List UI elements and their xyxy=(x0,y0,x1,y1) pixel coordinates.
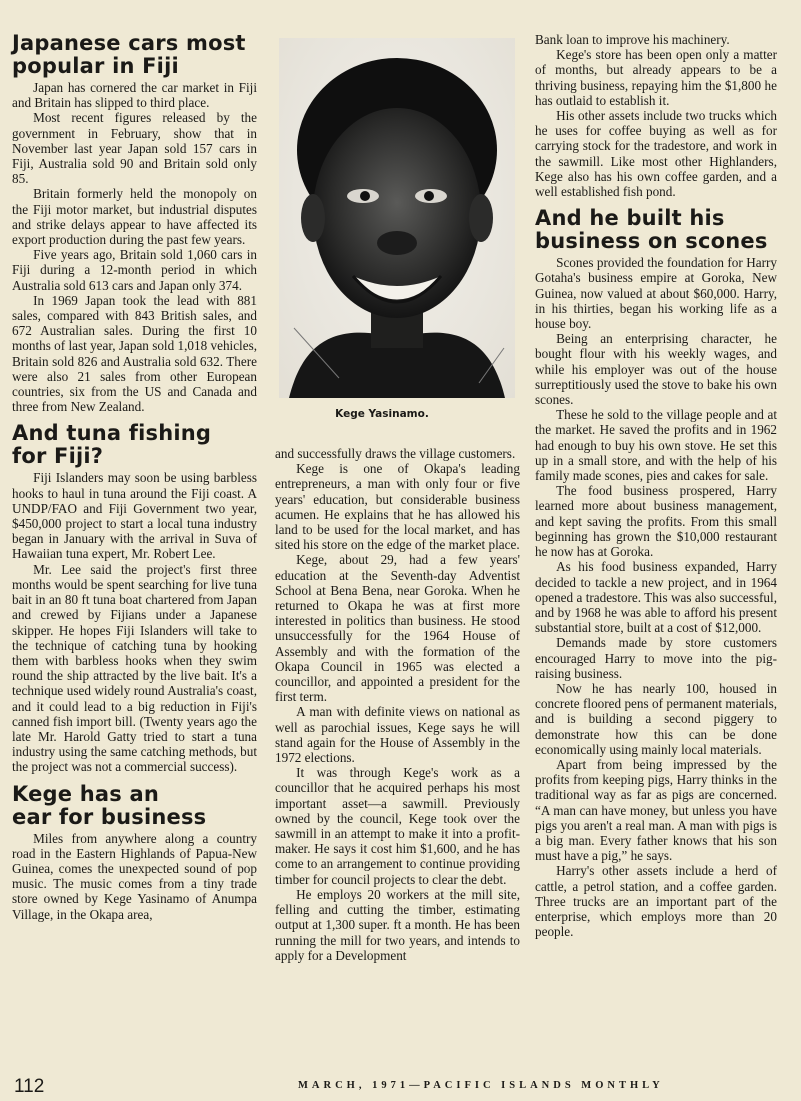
paragraph: Most recent figures released by the government in February, show that in November last year Japan sold 157 cars in Fiji, Australia sold 90 and Britain sold only 85. xyxy=(12,110,257,187)
headline-line-2: for Fiji? xyxy=(12,444,104,469)
headline-kege xyxy=(12,783,257,829)
paragraph: Scones provided the foundation for Harry Gotaha's business empire at Goroka, New Guinea, now valued at about $60,000. Harry, in his thirties, began his working life as a house boy. xyxy=(535,255,777,332)
column-3 xyxy=(535,32,777,939)
headline-line-1: Kege has an xyxy=(12,781,159,806)
paragraph: The food business prospered, Harry learned more about business management, and kept saving the profits. From this small beginning has grown the $10,000 restaurant he now has at Goroka. xyxy=(535,483,777,560)
portrait-photo-block xyxy=(279,38,515,420)
headline-line-2: ear for business xyxy=(12,804,207,829)
paragraph: His other assets include two trucks which he uses for coffee buying as well as for carrying stock for the tradestore, and work in the sawmill. Like most other Highlanders, Kege also has his own coffee garden, and a well established fish pond. xyxy=(535,108,777,200)
column-2 xyxy=(275,446,520,963)
paragraph: Bank loan to improve his machinery. xyxy=(535,32,730,47)
page-number: 112 xyxy=(14,1076,45,1097)
paragraph: Five years ago, Britain sold 1,060 cars in Fiji during a 12-month period in which Australia sold 613 cars and Japan only 374. xyxy=(12,247,257,293)
portrait-photo xyxy=(279,38,515,398)
photo-caption: Kege Yasinamo. xyxy=(335,408,429,420)
headline-scones xyxy=(535,207,777,253)
headline-line-2: business on scones xyxy=(535,229,768,254)
paragraph: He employs 20 workers at the mill site, felling and cutting the timber, estimating output at 1,300 super. ft a month. He has been running the mill for two years, and intends to apply for a Development xyxy=(275,886,520,963)
paragraph: and successfully draws the village customers. xyxy=(275,446,516,461)
column-1 xyxy=(12,32,257,922)
headline-line-2: popular in Fiji xyxy=(12,54,179,78)
portrait-illustration xyxy=(279,38,515,398)
paragraph: Britain formerly held the monopoly on the Fiji motor market, but industrial disputes and strike delays appear to have affected its export production during the past few years. xyxy=(12,186,257,248)
article-scones xyxy=(535,207,777,939)
paragraph: Being an enterprising character, he bought flour with his weekly wages, and while his employer was out of the house surreptitiously used the stove to bake his own scones. xyxy=(535,331,777,408)
paragraph: Kege is one of Okapa's leading entrepreneurs, a man with only four or five years' education, but considerable business acumen. He explains that he has allowed his land to be used for the local market, and has sited his store on the edge of the market place. xyxy=(275,461,520,553)
paragraph: Demands made by store customers encouraged Harry to move into the pig-raising business. xyxy=(535,635,777,681)
paragraph: Kege, about 29, had a few years' education at the Seventh-day Adventist School at Bena Bena, near Goroka. When he returned to Okapa he was at first more interested in politics than business. He stood unsuccessfully for the 1964 House of Assembly and with the formation of the Okapa Council in 1965 was elected a councillor, and appointed a president for the first term. xyxy=(275,552,520,705)
article-kege-start xyxy=(12,783,257,922)
page-footer xyxy=(0,1072,801,1098)
headline-tuna-fishing xyxy=(12,422,257,468)
paragraph: Miles from anywhere along a country road in the Eastern Highlands of Papua-New Guinea, comes the unexpected sound of pop music. The music comes from a tiny trade store owned by Kege Yasinamo of Anumpa Village, in the Okapa area, xyxy=(12,830,257,922)
paragraph: Fiji Islanders may soon be using barbless hooks to haul in tuna around the Fiji coast. A UNDP/FAO and Fiji Government two year, $450,000 project to start a local tuna industry began in January with the arrival in Suva of Hawaiian tuna expert, Mr. Robert Lee. xyxy=(12,470,257,562)
paragraph: Now he has nearly 100, housed in concrete floored pens of permanent materials, and is building a second piggery to demonstrate how this can be done economically using mainly local materials. xyxy=(535,680,777,757)
headline-line-1: And tuna fishing xyxy=(12,421,212,446)
paragraph: Apart from being impressed by the profits from keeping pigs, Harry thinks in the traditional way as far as pigs are concerned. “A man can have money, but unless you have pigs you aren't a real man. A man with pigs is a big man. Every father knows that his son must have a pig,” he says. xyxy=(535,756,777,864)
running-head: MARCH, 1971—PACIFIC ISLANDS MONTHLY xyxy=(298,1080,664,1091)
paragraph: Harry's other assets include a herd of cattle, a petrol station, and a coffee garden. Three trucks are an important part of the enterprise, which employs more than 20 people. xyxy=(535,863,777,940)
paragraph: As his food business expanded, Harry decided to tackle a new project, and in 1964 opened a tradestore. This was also successful, and by 1968 he was able to afford his present substantial store, built at a cost of $12,000. xyxy=(535,559,777,636)
paragraph: These he sold to the village people and at the market. He saved the profits and in 1962 had enough to buy his own stove. He set this up in a small store, and with the help of his family made scones, pies and cakes for sale. xyxy=(535,407,777,484)
article-japanese-cars xyxy=(12,32,257,414)
paragraph: It was through Kege's work as a councillor that he acquired perhaps his most important asset—a sawmill. Previously owned by the council, Kege took over the sawmill in an attempt to make it into a profit-maker. He says it cost him $1,600, and he has come to an arrangement to continue providing timber for council projects to clear the debt. xyxy=(275,765,520,887)
headline-line-1: Japanese cars most xyxy=(12,31,246,55)
paragraph: Japan has cornered the car market in Fiji and Britain has slipped to third place. xyxy=(12,80,257,111)
paragraph: A man with definite views on national as well as parochial issues, Kege says he will stand again for the House of Assembly in the 1972 elections. xyxy=(275,704,520,766)
paragraph: Kege's store has been open only a matter of months, but already appears to be a thriving business, repaying him the $1,800 he has outlaid to establish it. xyxy=(535,47,777,108)
article-tuna-fishing xyxy=(12,422,257,774)
headline-japanese-cars xyxy=(12,32,257,78)
paragraph: Mr. Lee said the project's first three months would be spent searching for live tuna bait in an 80 ft tuna boat chartered from Japan and crewed by Fijians under a Japanese skipper. He hopes Fiji Islanders will take to the technique of catching tuna by hooking them with barbless hooks when they swim round the ship attracted by the live bait. It's a technique used widely round Australia's coast, and it could lead to a big reduction in Fiji's canned fish import bill. (Twenty years ago the late Mr. Harold Gatty tried to start a tuna industry using the same catching methods, but the project was not a commercial success). xyxy=(12,561,257,775)
headline-line-1: And he built his xyxy=(535,206,725,231)
paragraph: In 1969 Japan took the lead with 881 sales, compared with 843 British sales, and 672 Australian sales. During the first 10 months of last year, Japan sold 1,018 vehicles, Britain sold 826 and Australia sold 632. There were also 21 sales from other European countries, six from the US and Canada and three from New Zealand. xyxy=(12,292,257,415)
